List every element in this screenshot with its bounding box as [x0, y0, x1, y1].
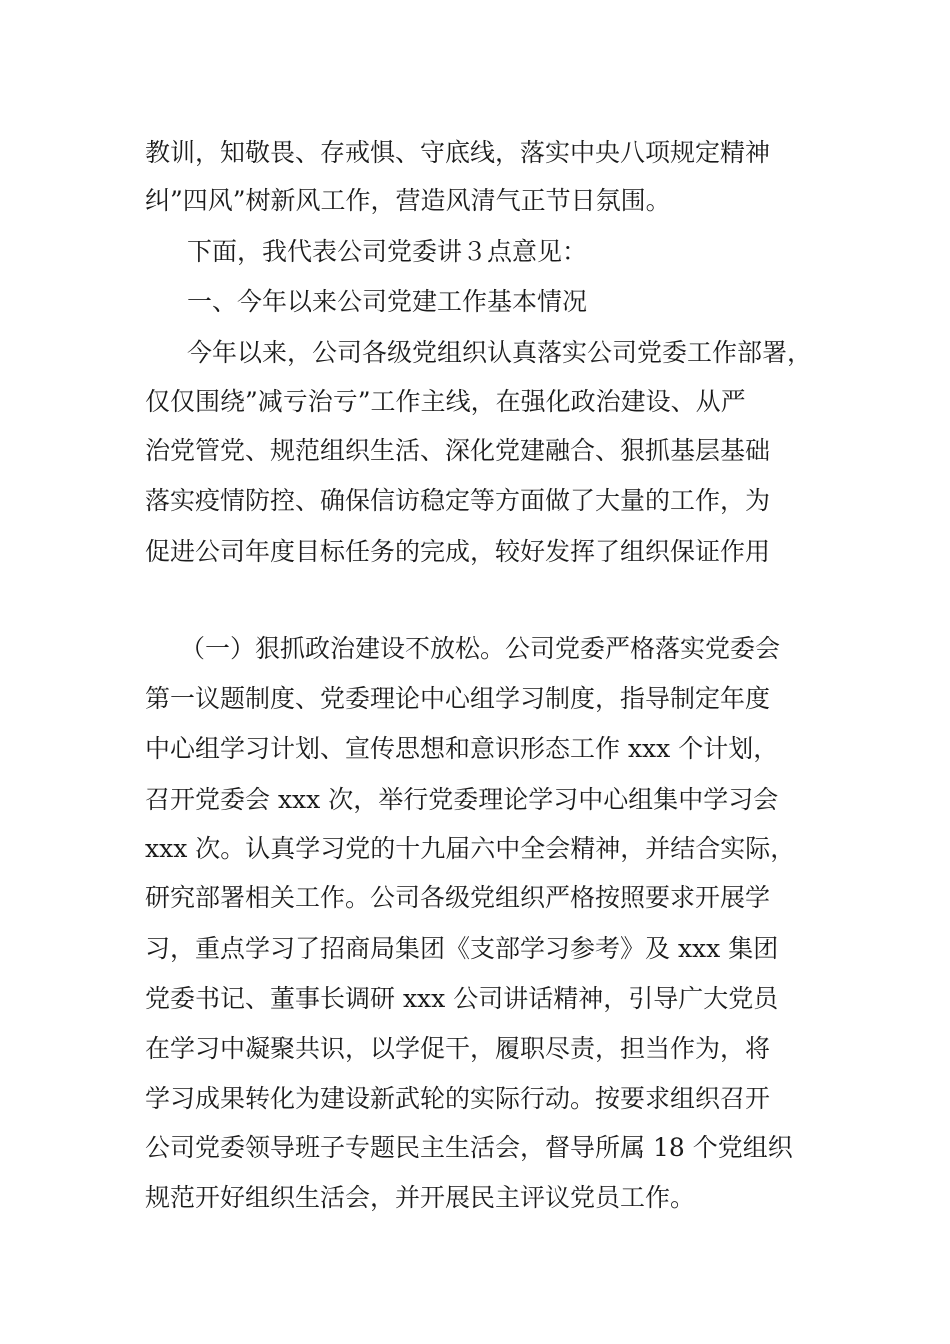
- text-line: 党委书记、董事长调研 xxx 公司讲话精神，引导广大党员: [145, 984, 779, 1013]
- text-line: 落实疫情防控、确保信访稳定等方面做了大量的工作，为: [145, 486, 771, 515]
- text-line: 研究部署相关工作。公司各级党组织严格按照要求开展学: [145, 883, 771, 912]
- text-line: 教训，知敬畏、存戒惧、守底线，落实中央八项规定精神: [145, 138, 771, 167]
- text-line: 学习成果转化为建设新武轮的实际行动。按要求组织召开: [145, 1084, 771, 1113]
- text-line: 公司党委领导班子专题民主生活会，督导所属 18 个党组织: [145, 1133, 793, 1162]
- text-line: 治党管党、规范组织生活、深化党建融合、狠抓基层基础: [145, 436, 771, 465]
- text-line: 规范开好组织生活会，并开展民主评议党员工作。: [145, 1183, 696, 1212]
- text-line: xxx 次。认真学习党的十九届六中全会精神，并结合实际，: [145, 834, 796, 863]
- text-line: 下面，我代表公司党委讲３点意见：: [187, 237, 588, 266]
- text-line: 仅仅围绕”减亏治亏”工作主线，在强化政治建设、从严: [145, 387, 746, 416]
- section-heading: 一、今年以来公司党建工作基本情况: [187, 287, 588, 316]
- text-line: 习，重点学习了招商局集团《支部学习参考》及 xxx 集团: [145, 934, 779, 963]
- text-line: 纠”四风”树新风工作，营造风清气正节日氛围。: [145, 186, 671, 215]
- text-line: 中心组学习计划、宣传思想和意识形态工作 xxx 个计划，: [145, 734, 779, 763]
- text-line: 第一议题制度、党委理论中心组学习制度，指导制定年度: [145, 684, 771, 713]
- text-line: 促进公司年度目标任务的完成，较好发挥了组织保证作用: [145, 537, 771, 566]
- text-line: 今年以来，公司各级党组织认真落实公司党委工作部署，: [187, 338, 813, 367]
- text-line: 召开党委会 xxx 次，举行党委理论学习中心组集中学习会: [145, 785, 779, 814]
- subsection-heading: （一）狠抓政治建设不放松。公司党委严格落实党委会: [180, 634, 781, 663]
- text-line: 在学习中凝聚共识，以学促干，履职尽责，担当作为，将: [145, 1034, 771, 1063]
